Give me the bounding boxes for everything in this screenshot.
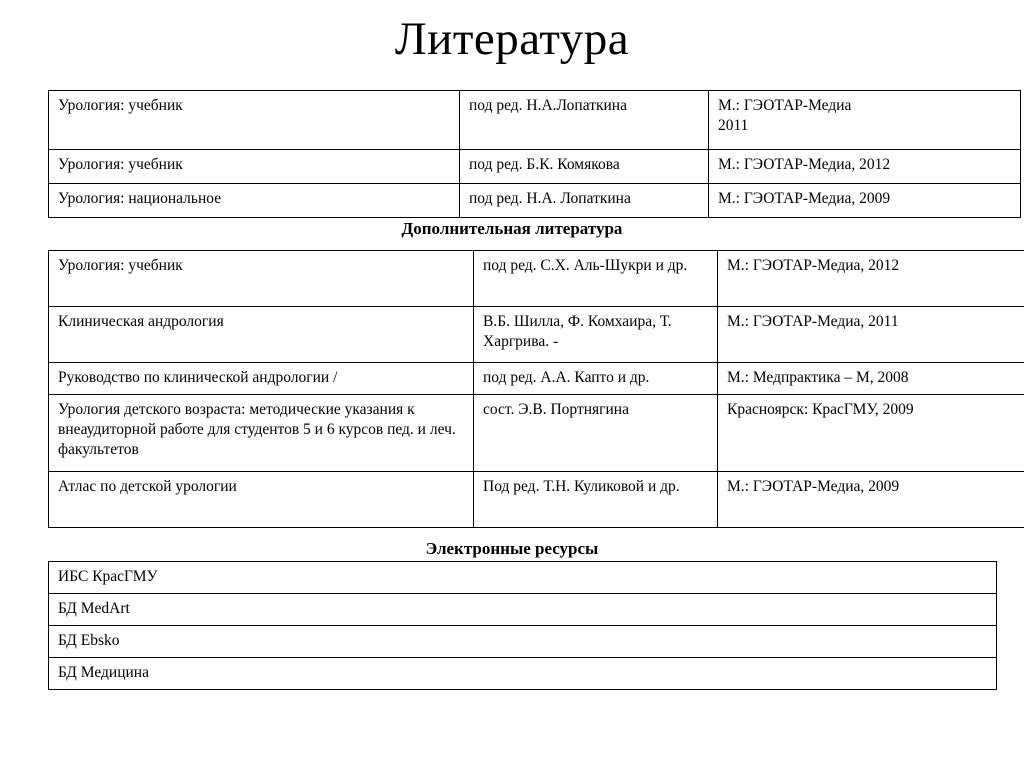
table-row (49, 91, 1021, 150)
table-row (49, 626, 997, 658)
table-row (49, 251, 1024, 307)
book-editor-cell: под ред. Н.А.Лопаткина (460, 91, 709, 150)
table-row (49, 363, 1024, 395)
book-imprint-cell: М.: ГЭОТАР-Медиа, 2009 (718, 472, 1024, 528)
table-row (49, 307, 1024, 363)
book-title-cell: Урология детского возраста: методические указания к внеаудиторной работе для студентов 5 и 6 курсов пед. и леч. факультетов (49, 395, 474, 472)
book-imprint-cell: М.: ГЭОТАР-Медиа, 2012 (718, 251, 1024, 307)
imprint-line-1: М.: ГЭОТАР-Медиа (718, 97, 852, 114)
resource-name-cell: БД Ebsko (49, 626, 997, 658)
resource-name-cell: БД MedArt (49, 594, 997, 626)
book-title-cell: Атлас по детской урологии (49, 472, 474, 528)
book-title-cell: Урология: учебник (49, 91, 460, 150)
book-editor-cell: под ред. С.Х. Аль-Шукри и др. (474, 251, 718, 307)
book-editor-cell: сост. Э.В. Портнягина (474, 395, 718, 472)
book-imprint-cell: М.: Медпрактика – М, 2008 (718, 363, 1024, 395)
book-imprint-cell (709, 91, 1021, 150)
book-editor-cell: В.Б. Шилла, Ф. Комхаира, Т. Харгрива. - (474, 307, 718, 363)
book-editor-cell: под ред. Н.А. Лопаткина (460, 184, 709, 218)
resource-name-cell: БД Медицина (49, 658, 997, 690)
table-row (49, 658, 997, 690)
resource-name-cell: ИБС КрасГМУ (49, 562, 997, 594)
imprint-line-2: 2011 (718, 117, 749, 135)
book-title-cell: Урология: учебник (49, 150, 460, 184)
book-imprint-cell: Красноярск: КрасГМУ, 2009 (718, 395, 1024, 472)
book-imprint-cell: М.: ГЭОТАР-Медиа, 2009 (709, 184, 1021, 218)
electronic-resources-table (48, 561, 997, 690)
table-row (49, 472, 1024, 528)
book-imprint-cell: М.: ГЭОТАР-Медиа, 2011 (718, 307, 1024, 363)
book-title-cell: Руководство по клинической андрологии / (49, 363, 474, 395)
section-heading-additional-literature: Дополнительная литература (401, 219, 623, 238)
book-title-cell: Урология: учебник (49, 251, 474, 307)
main-literature-table (48, 90, 1021, 218)
section-heading-electronic-resources: Электронные ресурсы (425, 539, 599, 558)
page-title: Литература (394, 13, 630, 65)
book-editor-cell: под ред. Б.К. Комякова (460, 150, 709, 184)
table-row (49, 562, 997, 594)
book-imprint-cell: М.: ГЭОТАР-Медиа, 2012 (709, 150, 1021, 184)
table-row (49, 594, 997, 626)
book-title-cell: Клиническая андрология (49, 307, 474, 363)
table-row (49, 184, 1021, 218)
additional-literature-table (48, 250, 1024, 528)
book-title-cell: Урология: национальное (49, 184, 460, 218)
table-row (49, 150, 1021, 184)
book-editor-cell: Под ред. Т.Н. Куликовой и др. (474, 472, 718, 528)
table-row (49, 395, 1024, 472)
book-editor-cell: под ред. А.А. Капто и др. (474, 363, 718, 395)
